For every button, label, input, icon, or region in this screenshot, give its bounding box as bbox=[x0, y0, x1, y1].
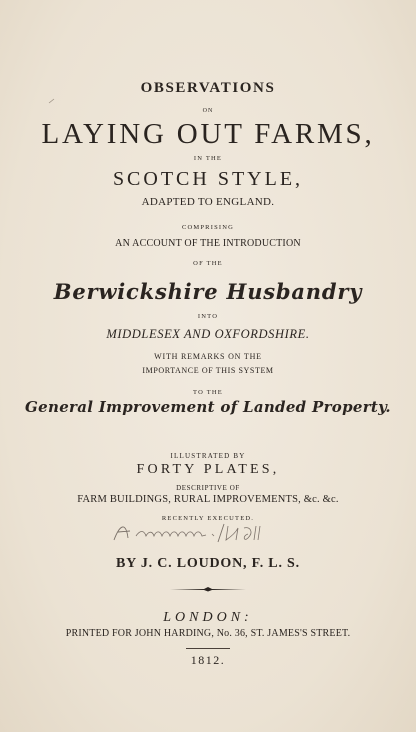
connector-into: INTO bbox=[197, 313, 219, 320]
connector-recently: RECENTLY EXECUTED. bbox=[161, 515, 255, 522]
heading-observations: OBSERVATIONS bbox=[140, 80, 276, 96]
line-farm-buildings: FARM BUILDINGS, RURAL IMPROVEMENTS, &c. &c. bbox=[77, 494, 339, 505]
line-remarks: WITH REMARKS ON THE bbox=[154, 352, 262, 361]
line-importance: IMPORTANCE OF THIS SYSTEM bbox=[142, 366, 274, 375]
blackletter-berwickshire: Berwickshire Husbandry bbox=[53, 279, 363, 304]
connector-in-the: IN THE bbox=[193, 155, 223, 162]
blackletter-general-improvement: General Improvement of Landed Property. bbox=[25, 398, 391, 416]
author-line: BY J. C. LOUDON, F. L. S. bbox=[116, 556, 300, 571]
ornamental-rule bbox=[168, 586, 248, 592]
handwritten-signature bbox=[110, 518, 280, 546]
connector-illustrated: ILLUSTRATED BY bbox=[170, 452, 246, 460]
line-middlesex: MIDDLESEX AND OXFORDSHIRE. bbox=[106, 327, 310, 341]
imprint-publisher: PRINTED FOR JOHN HARDING, No. 36, ST. JAMES'S STREET. bbox=[65, 628, 351, 639]
connector-of-the: OF THE bbox=[193, 260, 223, 267]
connector-to-the: TO THE bbox=[193, 389, 223, 396]
main-title: LAYING OUT FARMS, bbox=[41, 118, 375, 150]
imprint-year: 1812. bbox=[190, 653, 226, 667]
connector-comprising: COMPRISING bbox=[181, 224, 235, 231]
line-forty-plates: FORTY PLATES, bbox=[136, 462, 280, 477]
connector-descriptive: DESCRIPTIVE OF bbox=[176, 484, 240, 492]
connector-on: ON bbox=[202, 108, 214, 114]
line-account: AN ACCOUNT OF THE INTRODUCTION bbox=[115, 238, 301, 249]
subtitle-scotch-style: SCOTCH STYLE, bbox=[112, 168, 304, 190]
divider-rule bbox=[186, 648, 230, 649]
subtitle-adapted: ADAPTED TO ENGLAND. bbox=[141, 196, 275, 208]
imprint-place: LONDON: bbox=[163, 610, 253, 625]
paper-mark bbox=[48, 98, 56, 104]
